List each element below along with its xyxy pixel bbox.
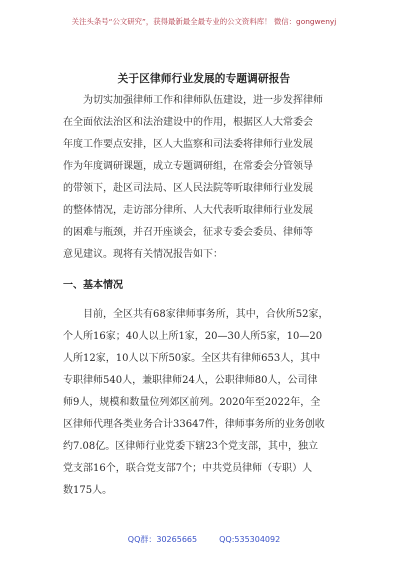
document-title: 关于区律师行业发展的专题调研报告 — [117, 73, 291, 85]
intro-line: 作为年度调研课题，成立专题调研组，在常委会分管领导 — [63, 161, 313, 172]
intro-line: 的困难与瓶颈，并召开座谈会，征求专委会委员、律师等 — [63, 227, 313, 238]
intro-line: 为切实加强律师工作和律师队伍建设，进一步发挥律师 — [83, 95, 323, 106]
intro-line: 意见建议。现将有关情况报告如下： — [63, 249, 223, 260]
section1-line: 党支部16个，联合党支部7个；中共党员律师（专职）人 — [63, 463, 313, 474]
footer-qq: QQ:535304092 — [219, 535, 281, 544]
section-heading: 一、基本情况 — [63, 280, 123, 291]
section1-line: 约7.08亿。区律师行业党委下辖23个党支部，其中，独立 — [63, 441, 318, 452]
footer-qq-group: QQ群：30265665 — [127, 535, 198, 544]
section1-paragraph — [63, 304, 347, 502]
intro-paragraph — [63, 90, 347, 266]
section1-line: 数175人。 — [63, 485, 113, 496]
section1-line: 目前，全区共有68家律师事务所，其中，合伙所52家， — [83, 309, 329, 320]
intro-line: 年度工作要点安排，区人大监察和司法委将律师行业发展 — [63, 139, 313, 150]
header-banner: 关注头条号“公文研究”，获得最新最全最专业的公文资料库！ 微信：gongwenyj — [71, 17, 337, 26]
section1-line: 区律师代理各类业务合计33647件，律师事务所的业务创收 — [63, 419, 325, 430]
footer-contact — [0, 534, 408, 545]
section1-line: 师9人，规模和数量位列郊区前列。2020年至2022年，全 — [63, 397, 321, 408]
intro-line: 在全面依法治区和法治建设中的作用，根据区人大常委会 — [63, 117, 313, 128]
section1-line: 人所12家，10人以下所50家。全区共有律师653人，其中 — [63, 353, 321, 364]
intro-line: 的整体情况，走访部分律所、人大代表听取律师行业发展 — [63, 205, 313, 216]
section1-line: 专职律师540人，兼职律师24人，公职律师80人，公司律 — [63, 375, 318, 386]
intro-line: 的带领下，赴区司法局、区人民法院等听取律师行业发展 — [63, 183, 313, 194]
section1-line: 个人所16家；40人以上所1家，20—30人所5家，10—20 — [63, 331, 323, 342]
